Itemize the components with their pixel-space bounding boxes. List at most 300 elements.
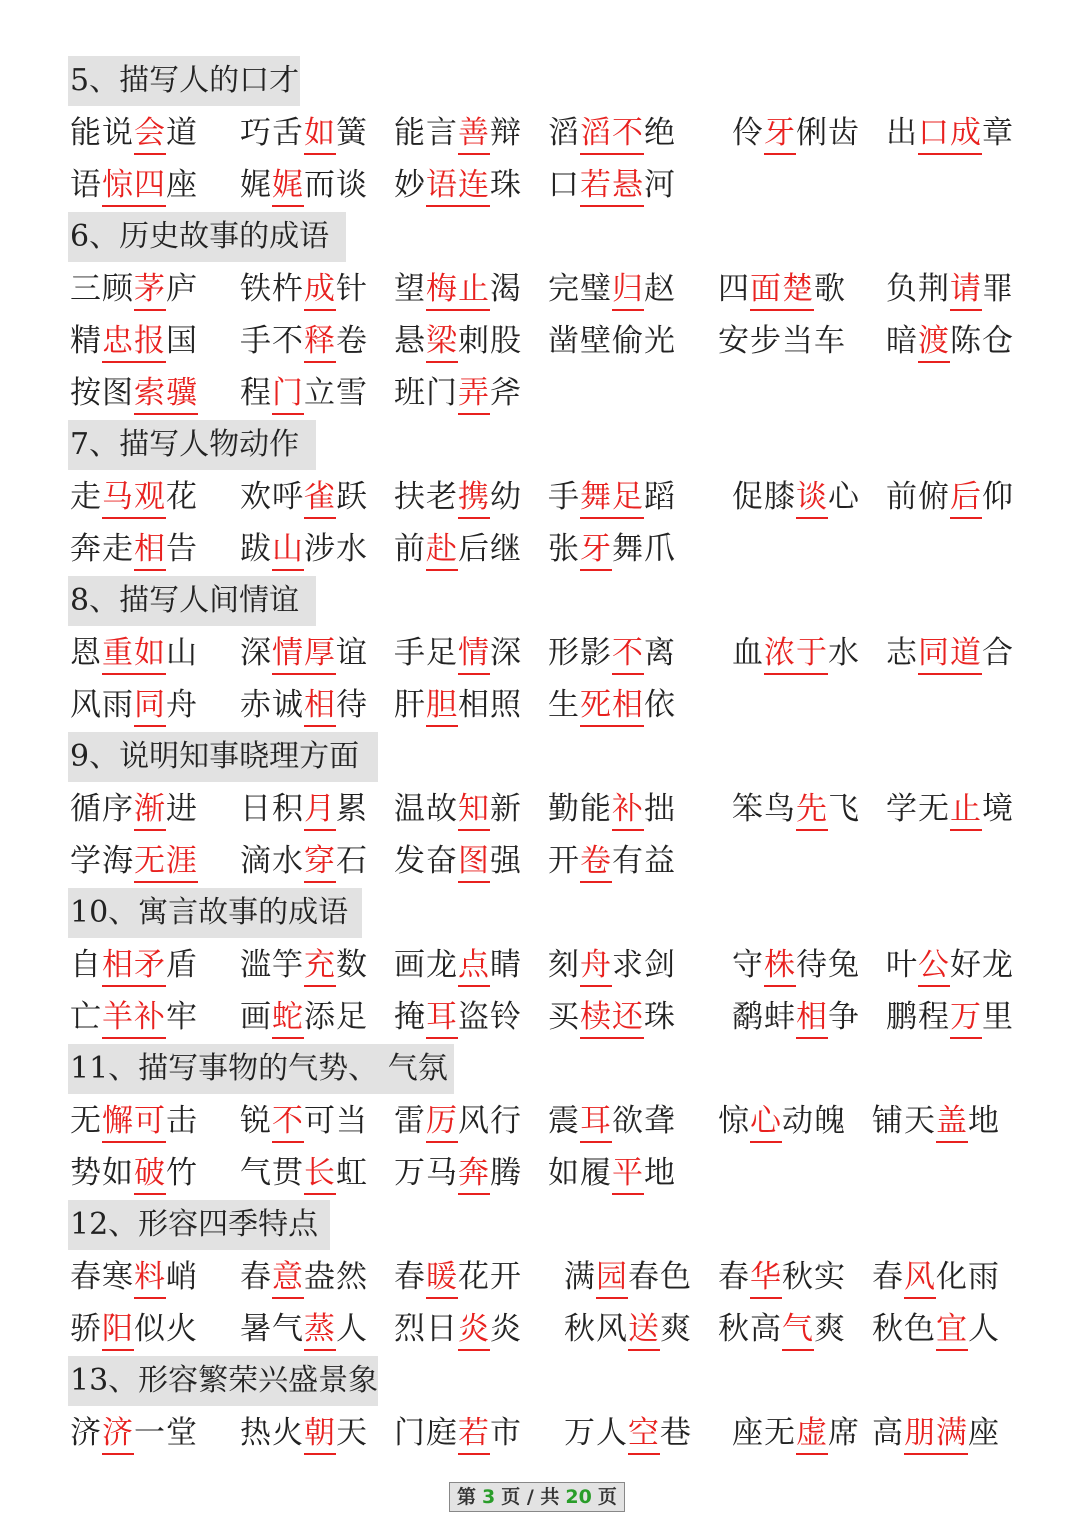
character: 程 — [240, 375, 272, 411]
character: 合 — [982, 635, 1014, 671]
character: 勤 — [548, 791, 580, 827]
idiom-entry — [564, 1252, 692, 1302]
character: 走 — [102, 531, 134, 567]
highlighted-character: 携 — [458, 477, 490, 519]
footer-total-pages: 20 — [565, 1486, 592, 1508]
highlighted-character: 矛 — [134, 945, 166, 987]
character: 竹 — [166, 1155, 198, 1191]
highlighted-character: 株 — [764, 945, 796, 987]
highlighted-character: 娓 — [272, 165, 304, 207]
character: 当 — [782, 323, 814, 359]
character: 光 — [644, 323, 676, 359]
idiom-entry — [732, 628, 860, 678]
highlighted-character: 止 — [458, 269, 490, 311]
highlighted-character: 心 — [750, 1101, 782, 1143]
character: 偷 — [612, 323, 644, 359]
idiom-entry — [394, 1096, 522, 1146]
idiom-entry — [548, 264, 676, 314]
character: 守 — [732, 947, 764, 983]
idiom-entry — [70, 1304, 198, 1354]
highlighted-character: 谈 — [796, 477, 828, 519]
character: 一 — [134, 1415, 166, 1451]
idiom-entry — [240, 264, 368, 314]
highlighted-character: 相 — [612, 685, 644, 727]
idiom-entry — [732, 108, 860, 158]
idiom-entry — [732, 784, 860, 834]
idiom-entry — [394, 1252, 522, 1302]
highlighted-character: 还 — [612, 997, 644, 1039]
idiom-entry — [394, 264, 522, 314]
character: 叶 — [886, 947, 918, 983]
character: 亡 — [70, 999, 102, 1035]
character: 春 — [718, 1259, 750, 1295]
highlighted-character: 奔 — [458, 1153, 490, 1195]
character: 炎 — [490, 1311, 522, 1347]
character: 车 — [814, 323, 846, 359]
idiom-entry — [394, 160, 522, 210]
idiom-entry — [394, 368, 522, 418]
character: 舌 — [272, 115, 304, 151]
character: 添 — [304, 999, 336, 1035]
character: 蹈 — [644, 479, 676, 515]
character: 聋 — [644, 1103, 676, 1139]
character: 后 — [458, 531, 490, 567]
idiom-entry — [872, 1252, 1000, 1302]
character: 门 — [394, 1415, 426, 1451]
idiom-entry — [394, 316, 522, 366]
character: 雪 — [336, 375, 368, 411]
character: 温 — [394, 791, 426, 827]
character: 悬 — [394, 323, 426, 359]
section-heading: 6、历史故事的成语 — [68, 212, 346, 262]
highlighted-character: 无 — [134, 841, 166, 883]
idiom-entry — [886, 472, 1014, 522]
character: 秋 — [564, 1311, 596, 1347]
character: 巷 — [660, 1415, 692, 1451]
character: 天 — [904, 1103, 936, 1139]
highlighted-character: 归 — [612, 269, 644, 311]
highlighted-character: 园 — [596, 1257, 628, 1299]
idiom-entry — [394, 1408, 522, 1458]
character: 如 — [102, 1155, 134, 1191]
idiom-entry — [70, 264, 198, 314]
highlighted-character: 同 — [918, 633, 950, 675]
character: 铁 — [240, 271, 272, 307]
highlighted-character: 耳 — [580, 1101, 612, 1143]
character: 秋 — [718, 1311, 750, 1347]
highlighted-character: 若 — [458, 1413, 490, 1455]
character: 滔 — [548, 115, 580, 151]
section-heading: 13、形容繁荣兴盛景象 — [68, 1356, 378, 1406]
character: 震 — [548, 1103, 580, 1139]
character: 杵 — [272, 271, 304, 307]
highlighted-character: 死 — [580, 685, 612, 727]
idiom-entry — [886, 784, 1014, 834]
highlighted-character: 满 — [936, 1413, 968, 1455]
idiom-entry — [394, 940, 522, 990]
idiom-entry — [718, 1304, 846, 1354]
character: 暑 — [240, 1311, 272, 1347]
character: 前 — [394, 531, 426, 567]
character: 壁 — [580, 323, 612, 359]
highlighted-character: 悬 — [612, 165, 644, 207]
character: 促 — [732, 479, 764, 515]
character: 继 — [490, 531, 522, 567]
idiom-entry — [70, 316, 198, 366]
highlighted-character: 浓 — [764, 633, 796, 675]
highlighted-character: 牙 — [764, 113, 796, 155]
character: 绝 — [644, 115, 676, 151]
character: 无 — [918, 791, 950, 827]
highlighted-character: 会 — [134, 113, 166, 155]
character: 里 — [982, 999, 1014, 1035]
highlighted-character: 门 — [272, 373, 304, 415]
highlighted-character: 不 — [612, 633, 644, 675]
character: 天 — [336, 1415, 368, 1451]
highlighted-character: 语 — [426, 165, 458, 207]
character: 珠 — [490, 167, 522, 203]
character: 势 — [70, 1155, 102, 1191]
character: 谈 — [336, 167, 368, 203]
character: 安 — [718, 323, 750, 359]
character: 贯 — [272, 1155, 304, 1191]
character: 依 — [644, 687, 676, 723]
highlighted-character: 可 — [134, 1101, 166, 1143]
character: 负 — [886, 271, 918, 307]
character: 履 — [580, 1155, 612, 1191]
character: 日 — [426, 1311, 458, 1347]
character: 故 — [426, 791, 458, 827]
character: 境 — [982, 791, 1014, 827]
idiom-entry — [70, 836, 198, 886]
character: 渴 — [490, 271, 522, 307]
character: 奋 — [426, 843, 458, 879]
character: 座 — [166, 167, 198, 203]
character: 万 — [564, 1415, 596, 1451]
character: 老 — [426, 479, 458, 515]
highlighted-character: 如 — [134, 633, 166, 675]
highlighted-character: 公 — [918, 945, 950, 987]
idiom-entry — [70, 108, 198, 158]
highlighted-character: 如 — [304, 113, 336, 155]
highlighted-character: 山 — [272, 529, 304, 571]
highlighted-character: 料 — [134, 1257, 166, 1299]
character: 买 — [548, 999, 580, 1035]
character: 走 — [70, 479, 102, 515]
idiom-entry — [886, 992, 1014, 1042]
character: 相 — [458, 687, 490, 723]
character: 峭 — [166, 1259, 198, 1295]
character: 盾 — [166, 947, 198, 983]
highlighted-character: 四 — [134, 165, 166, 207]
character: 深 — [240, 635, 272, 671]
character: 欲 — [612, 1103, 644, 1139]
character: 三 — [70, 271, 102, 307]
character: 说 — [102, 115, 134, 151]
character: 膝 — [764, 479, 796, 515]
character: 火 — [166, 1311, 198, 1347]
idiom-entry — [70, 628, 198, 678]
character: 有 — [612, 843, 644, 879]
character: 雷 — [394, 1103, 426, 1139]
highlighted-character: 雀 — [304, 477, 336, 519]
idiom-entry — [718, 316, 846, 366]
character: 气 — [272, 1311, 304, 1347]
highlighted-character: 口 — [918, 113, 950, 155]
idiom-entry — [70, 524, 198, 574]
character: 伶 — [732, 115, 764, 151]
highlighted-character: 忠 — [102, 321, 134, 363]
idiom-entry — [394, 1148, 522, 1198]
character: 龙 — [426, 947, 458, 983]
highlighted-character: 厚 — [304, 633, 336, 675]
highlighted-character: 重 — [102, 633, 134, 675]
highlighted-character: 相 — [796, 997, 828, 1039]
character: 能 — [70, 115, 102, 151]
character: 珠 — [644, 999, 676, 1035]
highlighted-character: 弄 — [458, 373, 490, 415]
character: 歌 — [814, 271, 846, 307]
highlighted-character: 懈 — [102, 1101, 134, 1143]
character: 赵 — [644, 271, 676, 307]
character: 求 — [612, 947, 644, 983]
character: 行 — [490, 1103, 522, 1139]
idiom-entry — [240, 1304, 368, 1354]
highlighted-character: 蒸 — [304, 1309, 336, 1351]
character: 火 — [272, 1415, 304, 1451]
character: 爽 — [660, 1311, 692, 1347]
footer-prefix: 第 — [457, 1486, 477, 1508]
character: 日 — [240, 791, 272, 827]
highlighted-character: 胆 — [426, 685, 458, 727]
highlighted-character: 先 — [796, 789, 828, 831]
character: 俯 — [918, 479, 950, 515]
idiom-entry — [548, 940, 676, 990]
character: 刻 — [548, 947, 580, 983]
character: 人 — [336, 1311, 368, 1347]
character: 俐 — [796, 115, 828, 151]
character: 刺 — [458, 323, 490, 359]
character: 程 — [918, 999, 950, 1035]
idiom-entry — [70, 1148, 198, 1198]
highlighted-character: 舞 — [580, 477, 612, 519]
highlighted-character: 情 — [272, 633, 304, 675]
idiom-entry — [718, 264, 846, 314]
character: 无 — [764, 1415, 796, 1451]
idiom-entry — [70, 1252, 198, 1302]
highlighted-character: 赴 — [426, 529, 458, 571]
character: 惊 — [718, 1103, 750, 1139]
character: 花 — [166, 479, 198, 515]
highlighted-character: 华 — [750, 1257, 782, 1299]
character: 春 — [394, 1259, 426, 1295]
character: 立 — [304, 375, 336, 411]
highlighted-character: 足 — [612, 477, 644, 519]
section-heading: 8、描写人间情谊 — [68, 576, 316, 626]
character: 口 — [548, 167, 580, 203]
character: 序 — [102, 791, 134, 827]
highlighted-character: 舟 — [580, 945, 612, 987]
idiom-entry — [548, 992, 676, 1042]
idiom-entry — [886, 264, 1014, 314]
highlighted-character: 善 — [458, 113, 490, 155]
highlighted-character: 释 — [304, 321, 336, 363]
character: 爪 — [644, 531, 676, 567]
idiom-entry — [886, 628, 1014, 678]
idiom-entry — [394, 836, 522, 886]
highlighted-character: 请 — [950, 269, 982, 311]
highlighted-character: 梅 — [426, 269, 458, 311]
idiom-entry — [718, 1252, 846, 1302]
character: 花 — [458, 1259, 490, 1295]
idiom-entry — [70, 992, 198, 1042]
character: 当 — [336, 1103, 368, 1139]
character: 步 — [750, 323, 782, 359]
character: 骄 — [70, 1311, 102, 1347]
character: 似 — [134, 1311, 166, 1347]
character: 道 — [166, 115, 198, 151]
character: 影 — [580, 635, 612, 671]
highlighted-character: 滔 — [580, 113, 612, 155]
character: 兔 — [828, 947, 860, 983]
character: 鹬 — [732, 999, 764, 1035]
character: 能 — [394, 115, 426, 151]
highlighted-character: 朝 — [304, 1413, 336, 1455]
character: 望 — [394, 271, 426, 307]
character: 滴 — [240, 843, 272, 879]
character: 地 — [968, 1103, 1000, 1139]
character: 舞 — [612, 531, 644, 567]
idiom-entry — [394, 992, 522, 1042]
highlighted-character: 渐 — [134, 789, 166, 831]
character: 前 — [886, 479, 918, 515]
character: 巧 — [240, 115, 272, 151]
character: 鸟 — [764, 791, 796, 827]
idiom-entry — [394, 108, 522, 158]
highlighted-character: 羊 — [102, 997, 134, 1039]
highlighted-character: 知 — [458, 789, 490, 831]
character: 簧 — [336, 115, 368, 151]
idiom-entry — [240, 1252, 368, 1302]
character: 进 — [166, 791, 198, 827]
character: 累 — [336, 791, 368, 827]
character: 秋 — [872, 1311, 904, 1347]
character: 春 — [872, 1259, 904, 1295]
idiom-entry — [70, 472, 198, 522]
character: 发 — [394, 843, 426, 879]
character: 章 — [982, 115, 1014, 151]
character: 雨 — [968, 1259, 1000, 1295]
character: 志 — [886, 635, 918, 671]
character: 春 — [70, 1259, 102, 1295]
character: 色 — [660, 1259, 692, 1295]
highlighted-character: 连 — [458, 165, 490, 207]
footer-page-number: 3 — [482, 1486, 496, 1508]
character: 铺 — [872, 1103, 904, 1139]
character: 自 — [70, 947, 102, 983]
idiom-entry — [70, 160, 198, 210]
highlighted-character: 不 — [272, 1101, 304, 1143]
character: 奔 — [70, 531, 102, 567]
character: 娓 — [240, 167, 272, 203]
character: 寒 — [102, 1259, 134, 1295]
character: 好 — [950, 947, 982, 983]
character: 化 — [936, 1259, 968, 1295]
highlighted-character: 梁 — [426, 321, 458, 363]
idiom-entry — [240, 1148, 368, 1198]
character: 争 — [828, 999, 860, 1035]
section-heading: 9、说明知事晓理方面 — [68, 732, 378, 782]
idiom-entry — [732, 940, 860, 990]
character: 学 — [70, 843, 102, 879]
idiom-entry — [548, 316, 676, 366]
character: 笨 — [732, 791, 764, 827]
idiom-entry — [70, 1408, 198, 1458]
character: 风 — [70, 687, 102, 723]
character: 春 — [628, 1259, 660, 1295]
character: 高 — [872, 1415, 904, 1451]
character: 风 — [458, 1103, 490, 1139]
highlighted-character: 于 — [796, 633, 828, 675]
highlighted-character: 面 — [750, 269, 782, 311]
highlighted-character: 楚 — [782, 269, 814, 311]
highlighted-character: 宜 — [936, 1309, 968, 1351]
idiom-entry — [240, 680, 368, 730]
character: 足 — [336, 999, 368, 1035]
idiom-entry — [240, 1408, 368, 1458]
character: 张 — [548, 531, 580, 567]
highlighted-character: 图 — [458, 841, 490, 883]
character: 益 — [644, 843, 676, 879]
character: 画 — [240, 999, 272, 1035]
character: 暗 — [886, 323, 918, 359]
character: 凿 — [548, 323, 580, 359]
idiom-entry — [548, 836, 676, 886]
idiom-entry — [240, 784, 368, 834]
character: 图 — [102, 375, 134, 411]
page-footer — [449, 1482, 625, 1512]
character: 飞 — [828, 791, 860, 827]
highlighted-character: 相 — [134, 529, 166, 571]
highlighted-character: 牙 — [580, 529, 612, 571]
highlighted-character: 长 — [304, 1153, 336, 1195]
character: 离 — [644, 635, 676, 671]
character: 待 — [336, 687, 368, 723]
character: 恩 — [70, 635, 102, 671]
highlighted-character: 渡 — [918, 321, 950, 363]
highlighted-character: 充 — [304, 945, 336, 987]
highlighted-character: 成 — [304, 269, 336, 311]
character: 妙 — [394, 167, 426, 203]
highlighted-character: 耳 — [426, 997, 458, 1039]
character: 告 — [166, 531, 198, 567]
character: 秋 — [782, 1259, 814, 1295]
character: 呼 — [272, 479, 304, 515]
character: 庐 — [166, 271, 198, 307]
idiom-entry — [872, 1304, 1000, 1354]
character: 水 — [272, 843, 304, 879]
highlighted-character: 阳 — [102, 1309, 134, 1351]
idiom-entry — [394, 784, 522, 834]
idiom-entry — [872, 1408, 1000, 1458]
character: 龙 — [982, 947, 1014, 983]
idiom-entry — [564, 1408, 692, 1458]
idiom-entry — [394, 524, 522, 574]
highlighted-character: 万 — [950, 997, 982, 1039]
highlighted-character: 盖 — [936, 1101, 968, 1143]
character: 深 — [490, 635, 522, 671]
highlighted-character: 点 — [458, 945, 490, 987]
